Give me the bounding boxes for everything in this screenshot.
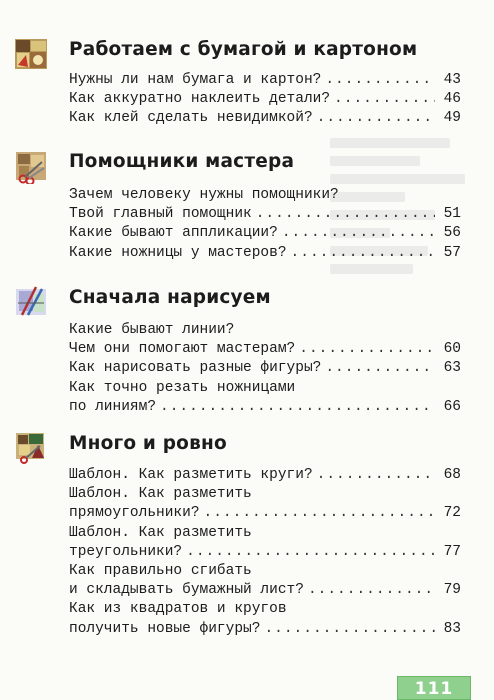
toc-entry[interactable] xyxy=(69,205,461,224)
section-title: Много и ровно xyxy=(69,433,227,454)
entry-text: по линиям? xyxy=(69,398,157,415)
entry-text: прямоугольники? xyxy=(69,505,200,522)
entry-text: Какие бывают линии? xyxy=(69,322,235,338)
toc-entry[interactable] xyxy=(69,581,461,600)
section-title: Работаем с бумагой и картоном xyxy=(69,39,418,60)
entry-text: Как точно резать ножницами xyxy=(69,379,296,396)
entry-list xyxy=(69,71,461,129)
entry-page: 63 xyxy=(443,360,461,377)
stencil-shapes-icon xyxy=(14,430,48,462)
entry-text: треугольники? xyxy=(69,543,183,560)
dot-leader xyxy=(317,466,435,485)
toc-entry[interactable] xyxy=(69,466,461,485)
toc-entry[interactable] xyxy=(69,485,461,504)
dot-leader xyxy=(317,109,435,128)
entry-page: 49 xyxy=(443,110,461,127)
entry-text: Как нарисовать разные фигуры? xyxy=(69,360,322,377)
page-number-badge: 111 xyxy=(397,676,471,700)
entry-text: Какие бывают аппликации? xyxy=(69,225,278,242)
entry-page: 68 xyxy=(443,467,461,483)
entry-page: 56 xyxy=(443,225,461,242)
toc-entry[interactable] xyxy=(69,620,461,639)
entry-page: 83 xyxy=(443,620,461,637)
dot-leader xyxy=(186,543,435,562)
dot-leader xyxy=(291,244,435,263)
dot-leader xyxy=(264,620,435,639)
toc-entry[interactable] xyxy=(69,321,461,340)
toc-entry[interactable] xyxy=(69,398,461,417)
paper-collage-icon xyxy=(14,38,48,70)
entry-text: Шаблон. Как разметить круги? xyxy=(69,467,313,483)
section-title: Помощники мастера xyxy=(69,151,295,172)
dot-leader xyxy=(325,71,435,90)
dot-leader xyxy=(256,205,435,224)
toc-entry[interactable] xyxy=(69,543,461,562)
entry-text: Как правильно сгибать xyxy=(69,563,252,580)
entry-list xyxy=(69,186,461,263)
entry-text: Твой главный помощник xyxy=(69,206,252,223)
entry-page: 72 xyxy=(443,505,461,522)
entry-text: Как аккуратно наклеить детали? xyxy=(69,91,331,108)
toc-entry[interactable] xyxy=(69,224,461,243)
toc-entry[interactable] xyxy=(69,71,461,90)
entry-page: 79 xyxy=(443,582,461,599)
entry-page: 60 xyxy=(443,341,461,358)
entry-text: Как клей сделать невидимкой? xyxy=(69,110,313,127)
toc-entry[interactable] xyxy=(69,600,461,619)
entry-page: 57 xyxy=(443,244,461,261)
toc-entry[interactable] xyxy=(69,186,461,205)
entry-list xyxy=(69,466,461,639)
dot-leader xyxy=(325,359,435,378)
dot-leader xyxy=(308,581,435,600)
dot-leader xyxy=(282,224,435,243)
section-title: Сначала нарисуем xyxy=(69,287,271,308)
toc-entry[interactable] xyxy=(69,562,461,581)
toc-entry[interactable] xyxy=(69,359,461,378)
toc-entry[interactable] xyxy=(69,504,461,523)
entry-text: Шаблон. Как разметить xyxy=(69,524,252,541)
toc-entry[interactable] xyxy=(69,90,461,109)
entry-text: и складывать бумажный лист? xyxy=(69,582,304,599)
entry-text: Шаблон. Как разметить xyxy=(69,486,252,503)
dot-leader xyxy=(334,90,435,109)
pencils-icon xyxy=(14,285,48,317)
entry-text: Как из квадратов и кругов xyxy=(69,601,287,618)
dot-leader xyxy=(160,398,435,417)
scissors-icon xyxy=(14,150,48,182)
entry-page: 46 xyxy=(443,91,461,108)
dot-leader xyxy=(204,504,435,523)
entry-text: Чем они помогают мастерам? xyxy=(69,341,296,358)
toc-entry[interactable] xyxy=(69,109,461,128)
entry-text: Нужны ли нам бумага и картон? xyxy=(69,72,322,88)
entry-list xyxy=(69,321,461,417)
toc-entry[interactable] xyxy=(69,244,461,263)
toc-entry[interactable] xyxy=(69,340,461,359)
dot-leader xyxy=(299,340,435,359)
toc-entry[interactable] xyxy=(69,379,461,398)
entry-page: 77 xyxy=(443,543,461,560)
entry-text: Зачем человеку нужны помощники? xyxy=(69,187,339,203)
entry-page: 43 xyxy=(443,72,461,88)
toc-entry[interactable] xyxy=(69,524,461,543)
entry-text: Какие ножницы у мастеров? xyxy=(69,244,287,261)
entry-page: 66 xyxy=(443,398,461,415)
entry-page: 51 xyxy=(443,206,461,223)
entry-text: получить новые фигуры? xyxy=(69,620,261,637)
